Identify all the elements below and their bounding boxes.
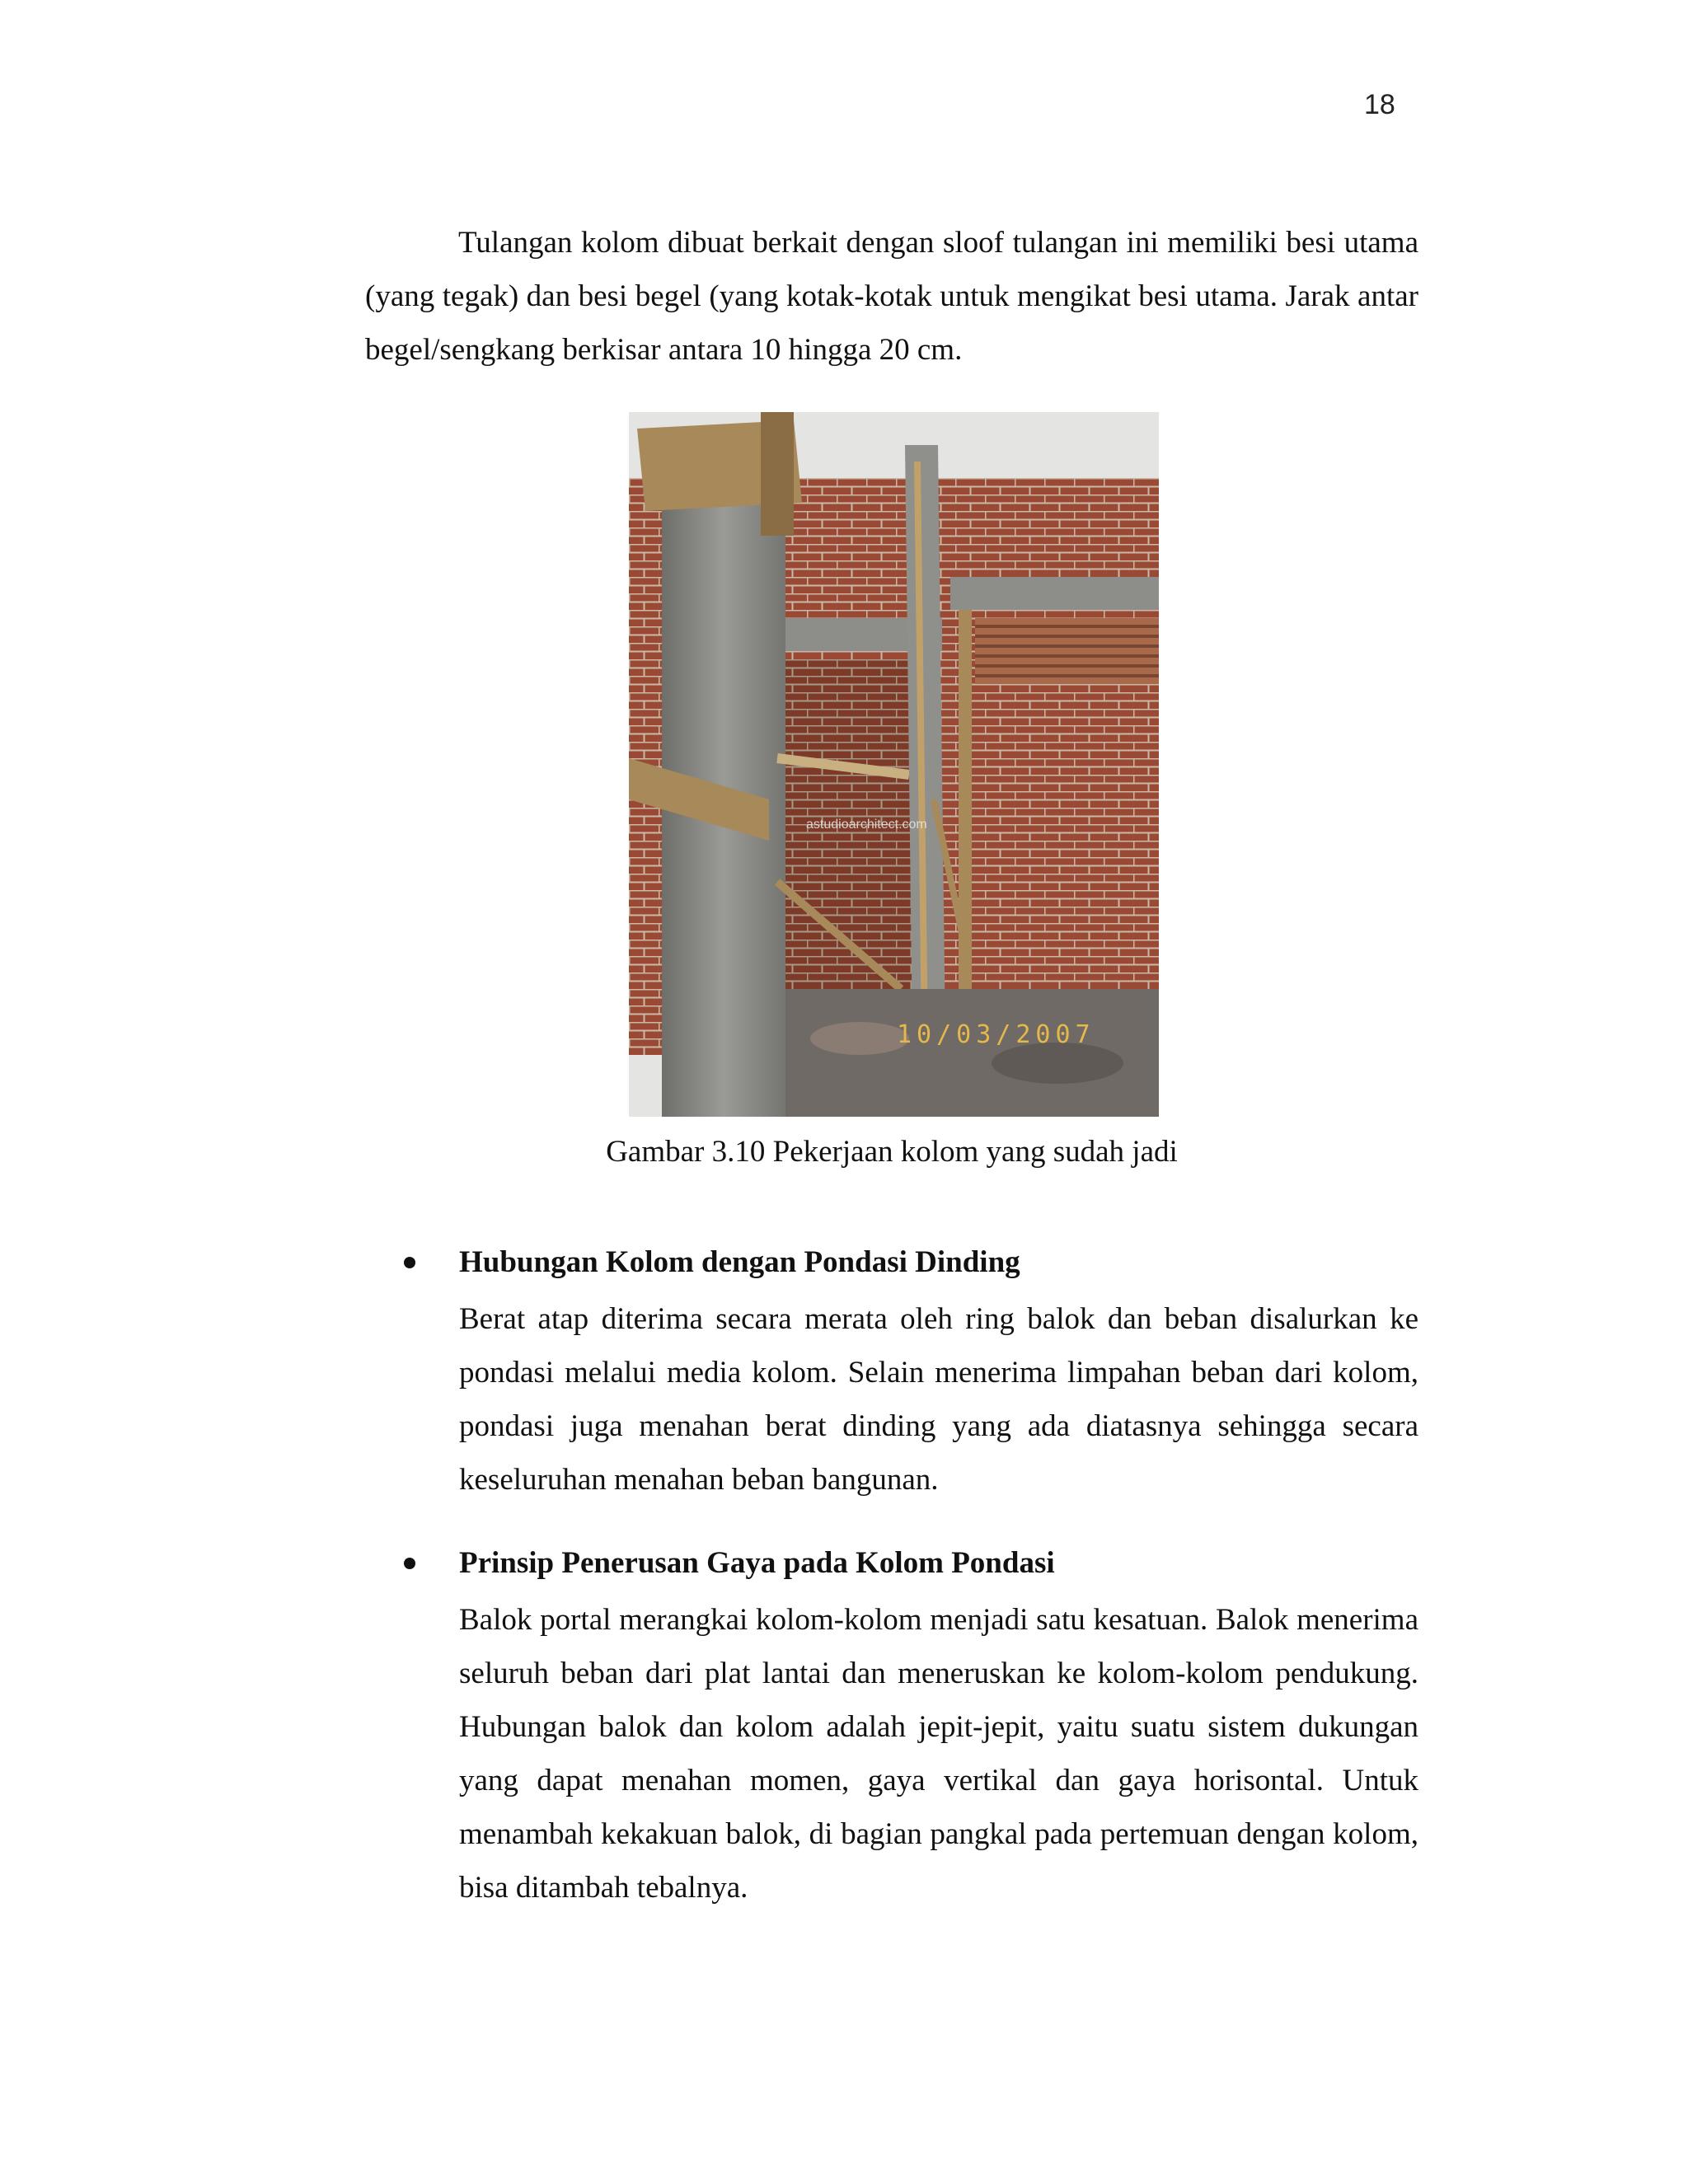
intro-paragraph [365, 216, 1418, 377]
intro-paragraph-text: Tulangan kolom dibuat berkait dengan sloof tulangan ini memiliki besi utama (yang tegak) dan besi begel (yang kotak-kotak untuk mengikat besi utama. Jarak antar begel/sengkang berkisar antara 10 hingga 20 cm. [365, 226, 1418, 367]
section-title: Hubungan Kolom dengan Pondasi Dinding [459, 1245, 1020, 1279]
section-title: Prinsip Penerusan Gaya pada Kolom Pondasi [459, 1546, 1055, 1580]
section-body: Berat atap diterima secara merata oleh ring balok dan beban disalurkan ke pondasi melalui media kolom. Selain menerima limpahan beban dari kolom, pondasi juga menahan berat dinding yang ada diatasnya sehingga secara keseluruhan menahan beban bangunan. [459, 1302, 1418, 1497]
page-number: 18 [1364, 89, 1395, 120]
construction-photo-illustration [629, 412, 1159, 1117]
section-body: Balok portal merangkai kolom-kolom menjadi satu kesatuan. Balok menerima seluruh beban dari plat lantai dan meneruskan ke kolom-kolom pendukung. Hubungan balok dan kolom adalah jepit-jepit, yaitu suatu sistem dukungan yang dapat menahan momen, gaya vertikal dan gaya horisontal. Untuk menambah kekakuan balok, di bagian pangkal pada pertemuan dengan kolom, bisa ditambah tebalnya. [459, 1603, 1418, 1905]
bullet-icon [404, 1558, 415, 1569]
construction-photo [629, 412, 1159, 1117]
figure-caption: Gambar 3.10 Pekerjaan kolom yang sudah jadi [606, 1135, 1178, 1169]
photo-date-stamp: 10/03/2007 [897, 1020, 1095, 1049]
bullet-icon [404, 1257, 415, 1268]
photo-watermark: astudioarchitect.com [806, 818, 927, 832]
